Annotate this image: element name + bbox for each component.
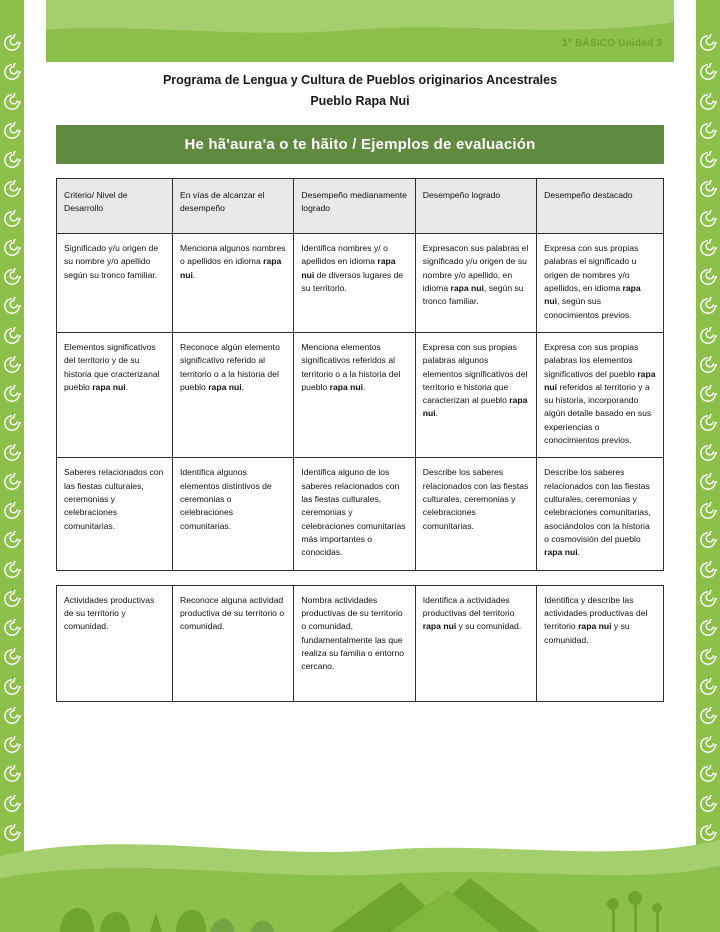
- table-cell: Actividades productivas de su territorio y comunidad.: [57, 585, 173, 702]
- spiral-icon: [699, 93, 717, 111]
- spiral-icon: [699, 795, 717, 813]
- spiral-icon: [3, 268, 21, 286]
- table-header-cell: Criterio/ Nivel de Desarrollo: [57, 179, 173, 234]
- spiral-icon: [3, 122, 21, 140]
- table-cell: Expresa con sus propias palabras algunos elementos significativos del territorio e historia que caracterizan al pueblo rapa nui.: [415, 332, 536, 458]
- spiral-icon: [699, 297, 717, 315]
- table-cell: Identifica alguno de los saberes relacionados con las fiestas culturales, ceremonias y celebraciones comunitarias más importantes o conocidas.: [294, 458, 415, 570]
- spiral-icon: [3, 210, 21, 228]
- table-cell: Identifica nombres y/ o apellidos en idioma rapa nui de diversos lugares de su territorio.: [294, 234, 415, 333]
- spiral-icon: [3, 63, 21, 81]
- table-header-cell: En vías de alcanzar el desempeño: [173, 179, 294, 234]
- spiral-icon: [3, 795, 21, 813]
- left-ornamental-band: [0, 0, 46, 932]
- spiral-icon: [699, 444, 717, 462]
- spiral-icon: [3, 473, 21, 491]
- spiral-icon: [699, 648, 717, 666]
- table-gap: [56, 571, 664, 585]
- spiral-icon: [3, 707, 21, 725]
- spiral-icon: [699, 707, 717, 725]
- spiral-icon: [3, 502, 21, 520]
- table-cell: Expresa con sus propias palabras el significado u origen de nombres y/o apellidos, en idioma rapa nui, según sus conocimientos previos.: [537, 234, 664, 333]
- table-header-cell: Desempeño destacado: [537, 179, 664, 234]
- spiral-icon: [3, 765, 21, 783]
- table-cell: Reconoce algún elemento significativo referido al territorio o a la historia del pueblo rapa nui.: [173, 332, 294, 458]
- spiral-icon: [3, 648, 21, 666]
- top-green-bar: [0, 0, 720, 62]
- table-cell: Menciona elementos significativos referidos al territorio o a la historia del pueblo rapa nui.: [294, 332, 415, 458]
- spiral-icon: [3, 356, 21, 374]
- spiral-icon: [699, 473, 717, 491]
- spiral-icon: [3, 180, 21, 198]
- spiral-icon: [3, 93, 21, 111]
- page-title: [56, 70, 664, 111]
- rubric-table: [56, 178, 664, 570]
- spiral-icon: [699, 502, 717, 520]
- spiral-icon: [3, 619, 21, 637]
- table-header-cell: Desempeño logrado: [415, 179, 536, 234]
- spiral-icon: [699, 765, 717, 783]
- rubric-table-continued: [56, 585, 664, 703]
- spiral-icon: [3, 531, 21, 549]
- table-cell: Reconoce alguna actividad productiva de su territorio o comunidad.: [173, 585, 294, 702]
- spiral-icon: [699, 151, 717, 169]
- table-cell: Nombra actividades productivas de su territorio o comunidad, fundamentalmente las que realiza su familia o entorno cercano.: [294, 585, 415, 702]
- section-banner: He hã'aura'a o te hãito / Ejemplos de evaluación: [56, 125, 664, 164]
- spiral-icon: [699, 327, 717, 345]
- spiral-icon: [699, 34, 717, 52]
- spiral-icon: [699, 619, 717, 637]
- spiral-icon: [3, 444, 21, 462]
- table-row: [57, 458, 664, 570]
- unit-label: 1° BÁSICO Unidad 3: [562, 38, 662, 49]
- spiral-icon: [699, 736, 717, 754]
- table-cell: Describe los saberes relacionados con las fiestas culturales, ceremonias y celebraciones comunitarias, asociándolos con la historia o cosmovisión del pueblo rapa nui.: [537, 458, 664, 570]
- spiral-icon: [3, 239, 21, 257]
- spiral-icon: [3, 678, 21, 696]
- spiral-icon: [3, 385, 21, 403]
- table-cell: Expresacon sus palabras el significado y/u origen de su nombre y/o apellido, en idioma rapa nui, según su tronco familiar.: [415, 234, 536, 333]
- spiral-icon: [3, 297, 21, 315]
- spiral-icon: [699, 268, 717, 286]
- spiral-icon: [3, 561, 21, 579]
- page-title-line2: Pueblo Rapa Nui: [310, 93, 410, 108]
- spiral-icon: [3, 736, 21, 754]
- spiral-icon: [3, 414, 21, 432]
- spiral-icon: [699, 122, 717, 140]
- spiral-icon: [3, 151, 21, 169]
- spiral-icon: [699, 239, 717, 257]
- spiral-icon: [3, 327, 21, 345]
- table-cell: Describe los saberes relacionados con las fiestas culturales, ceremonias y celebraciones comunitarias.: [415, 458, 536, 570]
- right-spiral-column: [696, 34, 720, 842]
- bottom-decoration: [0, 820, 720, 932]
- table-cell: Identifica a actividades productivas del territorio rapa nui y su comunidad.: [415, 585, 536, 702]
- footer-landscape-illustration: [0, 820, 720, 932]
- table-row: [57, 332, 664, 458]
- left-spiral-column: [0, 34, 24, 842]
- document-content: [56, 70, 664, 702]
- table-header-row: [57, 179, 664, 234]
- spiral-icon: [3, 590, 21, 608]
- spiral-icon: [699, 210, 717, 228]
- table-cell: Identifica y describe las actividades productivas del territorio rapa nui y su comunidad.: [537, 585, 664, 702]
- spiral-icon: [699, 414, 717, 432]
- spiral-icon: [699, 531, 717, 549]
- table-cell: Menciona algunos nombres o apellidos en idioma rapa nui.: [173, 234, 294, 333]
- table-cell: Elementos significativos del territorio y de su historia que cracterizanal pueblo rapa nui.: [57, 332, 173, 458]
- spiral-icon: [699, 356, 717, 374]
- spiral-icon: [699, 180, 717, 198]
- table-row: [57, 585, 664, 702]
- spiral-icon: [699, 678, 717, 696]
- spiral-icon: [699, 385, 717, 403]
- spiral-icon: [699, 561, 717, 579]
- spiral-icon: [3, 34, 21, 52]
- table-cell: Saberes relacionados con las fiestas culturales, ceremonias y celebraciones comunitarias.: [57, 458, 173, 570]
- table-row: [57, 234, 664, 333]
- table-cell: Identifica algunos elementos distintivos de ceremonias o celebraciones comunitarias.: [173, 458, 294, 570]
- spiral-icon: [699, 590, 717, 608]
- table-header-cell: Desempeño medianamente logrado: [294, 179, 415, 234]
- table-cell: Significado y/u origen de su nombre y/o apellido según su tronco familiar.: [57, 234, 173, 333]
- spiral-icon: [699, 63, 717, 81]
- top-curve-shape: [0, 0, 720, 62]
- table-cell: Expresa con sus propias palabras los elementos significativos del pueblo rapa nui referidos al territorio y a su historia, incorporando algún detalle basado en sus experiencias o conocimientos previos.: [537, 332, 664, 458]
- page-title-line1: Programa de Lengua y Cultura de Pueblos originarios Ancestrales: [162, 73, 558, 87]
- right-ornamental-band: [674, 0, 720, 932]
